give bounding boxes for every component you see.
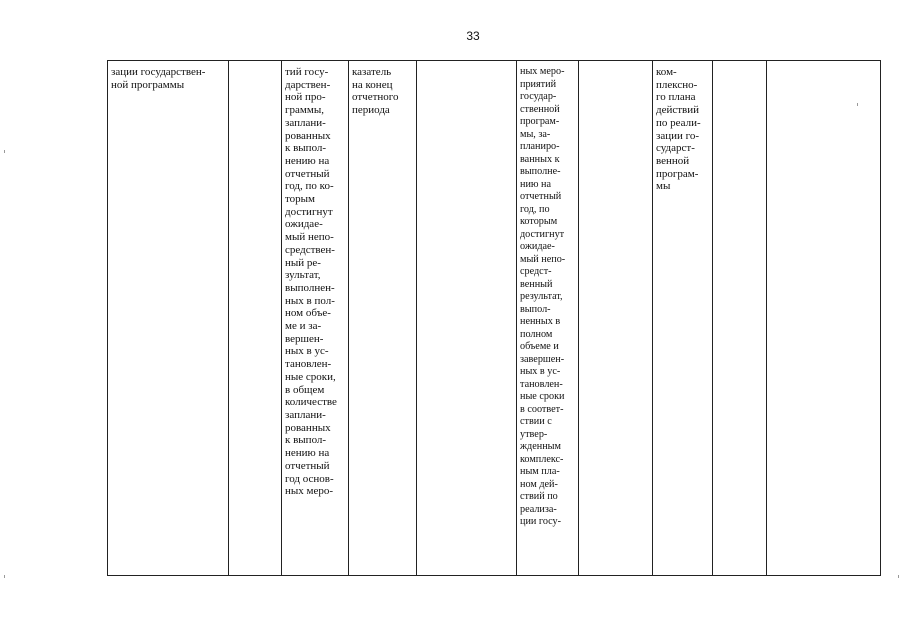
table-column-divider: [516, 60, 517, 576]
table-cell-text: зации государствен- ной программы: [111, 66, 206, 91]
table-column-divider: [766, 60, 767, 576]
scan-artifact: [898, 575, 899, 578]
scan-artifact: [4, 575, 5, 578]
table-cell-text: ком- плексно- го плана действий по реали- зации го- сударст- венной програм- мы: [656, 66, 701, 193]
table-cell-text: тий госу- дарствен- ной про- граммы, заплани- рованных к выпол- нению на отчетный год, по ко- торым достигнут ожидае- мый непо- средствен- ный ре- зультат, выполнен- ных в пол- ном объе- ме и за- вершен- ных в ус- тановлен- ные сроки, в общем количестве заплани- рованных к выпол- нению на отчетный год основ- ных меро-: [285, 66, 337, 498]
table-column-divider: [416, 60, 417, 576]
table-border-right: [880, 60, 881, 576]
table-column-divider: [578, 60, 579, 576]
scan-artifact: [4, 150, 5, 153]
table-column-divider: [652, 60, 653, 576]
table-border-left: [107, 60, 108, 576]
scan-artifact: [857, 103, 858, 106]
document-table: [107, 60, 881, 576]
table-column-divider: [228, 60, 229, 576]
table-column-divider: [348, 60, 349, 576]
table-cell-text: казатель на конец отчетного периода: [352, 66, 399, 117]
table-column-divider: [281, 60, 282, 576]
table-cell-text: ных меро- приятий государ- ственной програм- мы, за- планиро- ванных к выполне- нию на отчетный год, по которым достигнут ожидае- мый непо- средст- венный результат, выпол- ненных в полном объеме и завершен- ных в ус- тановлен- ные сроки в соответ- ствии с утвер- жденным комплекс- ным пла- ном дей- ствий по реализа- ции госу-: [520, 66, 566, 527]
page-number: 33: [466, 29, 480, 43]
table-column-divider: [712, 60, 713, 576]
